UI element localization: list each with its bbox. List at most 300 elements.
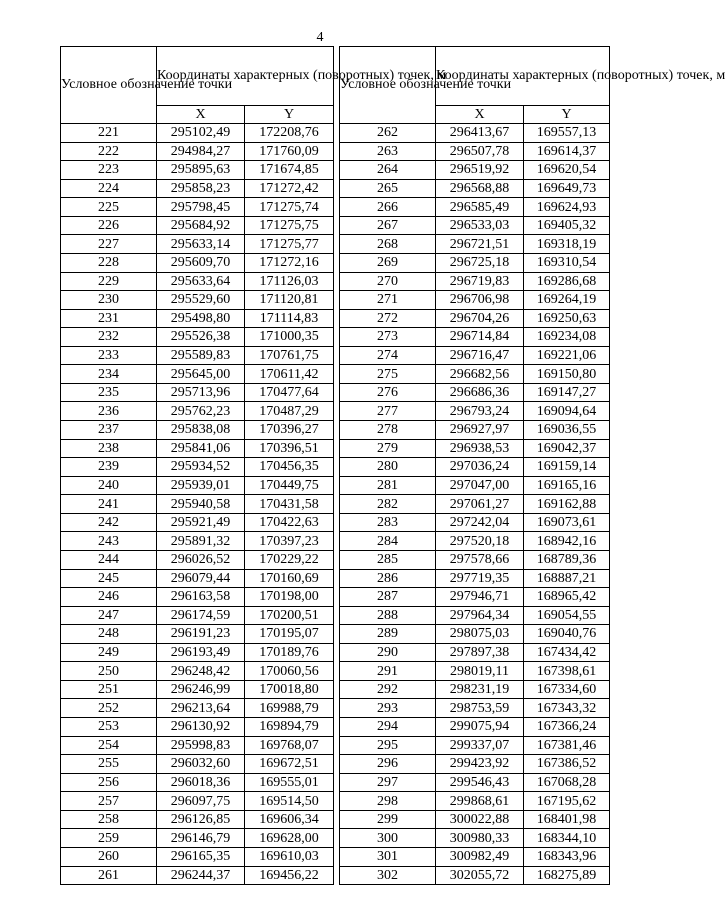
table-row: [61, 699, 334, 718]
point-id-cell: 274: [340, 346, 436, 365]
y-coordinate-cell: 169988,79: [245, 699, 334, 718]
x-coordinate-cell: 297047,00: [436, 476, 524, 495]
point-id-cell: 263: [340, 142, 436, 161]
point-id-cell: 276: [340, 383, 436, 402]
table-row: [61, 235, 334, 254]
x-coordinate-cell: 295684,92: [157, 216, 245, 235]
y-coordinate-cell: 170160,69: [245, 569, 334, 588]
y-coordinate-cell: 168401,98: [524, 810, 610, 829]
table-row: [61, 588, 334, 607]
table-row: [340, 421, 610, 440]
x-coordinate-cell: 296413,67: [436, 124, 524, 143]
x-coordinate-cell: 295934,52: [157, 458, 245, 477]
y-coordinate-cell: 167068,28: [524, 773, 610, 792]
point-id-cell: 226: [61, 216, 157, 235]
table-row: [340, 124, 610, 143]
point-id-cell: 224: [61, 179, 157, 198]
x-coordinate-cell: 296244,37: [157, 866, 245, 885]
x-coordinate-cell: 295713,96: [157, 383, 245, 402]
point-id-cell: 250: [61, 662, 157, 681]
table-row: [340, 847, 610, 866]
x-coordinate-cell: 297242,04: [436, 513, 524, 532]
point-id-cell: 232: [61, 328, 157, 347]
point-id-cell: 287: [340, 588, 436, 607]
point-id-cell: 300: [340, 829, 436, 848]
point-id-cell: 249: [61, 643, 157, 662]
x-coordinate-cell: 297061,27: [436, 495, 524, 514]
point-id-cell: 243: [61, 532, 157, 551]
x-coordinate-cell: 296193,49: [157, 643, 245, 662]
x-coordinate-cell: 295102,49: [157, 124, 245, 143]
point-id-cell: 299: [340, 810, 436, 829]
coordinates-table-right: [339, 46, 725, 885]
y-coordinate-cell: 171275,75: [245, 216, 334, 235]
y-coordinate-cell: 171126,03: [245, 272, 334, 291]
y-coordinate-cell: 169162,88: [524, 495, 610, 514]
table-row: [61, 142, 334, 161]
x-coordinate-cell: 297520,18: [436, 532, 524, 551]
table-row: [340, 439, 610, 458]
table-row: [340, 476, 610, 495]
point-id-cell: 239: [61, 458, 157, 477]
point-id-cell: 245: [61, 569, 157, 588]
point-id-cell: 292: [340, 680, 436, 699]
header-x: X: [436, 106, 524, 124]
table-row: [61, 736, 334, 755]
point-id-cell: 228: [61, 253, 157, 272]
y-coordinate-cell: 169628,00: [245, 829, 334, 848]
y-coordinate-cell: 170189,76: [245, 643, 334, 662]
table-row: [340, 458, 610, 477]
table-row: [61, 606, 334, 625]
x-coordinate-cell: 296018,36: [157, 773, 245, 792]
x-coordinate-cell: 296585,49: [436, 198, 524, 217]
y-coordinate-cell: 169310,54: [524, 253, 610, 272]
y-coordinate-cell: 170200,51: [245, 606, 334, 625]
point-id-cell: 272: [340, 309, 436, 328]
header-point-designation: Условное обозначение точки: [340, 47, 436, 124]
point-id-cell: 236: [61, 402, 157, 421]
y-coordinate-cell: 170431,58: [245, 495, 334, 514]
x-coordinate-cell: 296686,36: [436, 383, 524, 402]
x-coordinate-cell: 298075,03: [436, 625, 524, 644]
table-row: [61, 569, 334, 588]
table-row: [340, 198, 610, 217]
x-coordinate-cell: 296716,47: [436, 346, 524, 365]
point-id-cell: 221: [61, 124, 157, 143]
y-coordinate-cell: 170397,23: [245, 532, 334, 551]
y-coordinate-cell: 170396,27: [245, 421, 334, 440]
table-row: [340, 699, 610, 718]
table-row: [340, 550, 610, 569]
table-row: [61, 383, 334, 402]
x-coordinate-cell: 295589,83: [157, 346, 245, 365]
point-id-cell: 280: [340, 458, 436, 477]
point-id-cell: 260: [61, 847, 157, 866]
point-id-cell: 259: [61, 829, 157, 848]
y-coordinate-cell: 167398,61: [524, 662, 610, 681]
y-coordinate-cell: 171114,83: [245, 309, 334, 328]
x-coordinate-cell: 295838,08: [157, 421, 245, 440]
point-id-cell: 278: [340, 421, 436, 440]
x-coordinate-cell: 299423,92: [436, 755, 524, 774]
point-id-cell: 267: [340, 216, 436, 235]
x-coordinate-cell: 298753,59: [436, 699, 524, 718]
y-coordinate-cell: 171275,77: [245, 235, 334, 254]
x-coordinate-cell: 295940,58: [157, 495, 245, 514]
table-row: [61, 476, 334, 495]
x-coordinate-cell: 296682,56: [436, 365, 524, 384]
header-y: Y: [524, 106, 610, 124]
x-coordinate-cell: 296706,98: [436, 291, 524, 310]
x-coordinate-cell: 299868,61: [436, 792, 524, 811]
point-id-cell: 301: [340, 847, 436, 866]
y-coordinate-cell: 169094,64: [524, 402, 610, 421]
point-id-cell: 297: [340, 773, 436, 792]
table-row: [340, 792, 610, 811]
x-coordinate-cell: 297719,35: [436, 569, 524, 588]
y-coordinate-cell: 168965,42: [524, 588, 610, 607]
x-coordinate-cell: 295939,01: [157, 476, 245, 495]
y-coordinate-cell: 169624,93: [524, 198, 610, 217]
x-coordinate-cell: 296032,60: [157, 755, 245, 774]
header-coordinates: Координаты характерных (поворотных) точек, м: [436, 47, 610, 106]
x-coordinate-cell: 295645,00: [157, 365, 245, 384]
x-coordinate-cell: 296213,64: [157, 699, 245, 718]
table-row: [340, 161, 610, 180]
point-id-cell: 294: [340, 718, 436, 737]
point-id-cell: 265: [340, 179, 436, 198]
y-coordinate-cell: 169250,63: [524, 309, 610, 328]
y-coordinate-cell: 169150,80: [524, 365, 610, 384]
y-coordinate-cell: 168789,36: [524, 550, 610, 569]
point-id-cell: 290: [340, 643, 436, 662]
x-coordinate-cell: 295998,83: [157, 736, 245, 755]
y-coordinate-cell: 168887,21: [524, 569, 610, 588]
point-id-cell: 302: [340, 866, 436, 885]
x-coordinate-cell: 296725,18: [436, 253, 524, 272]
y-coordinate-cell: 169264,19: [524, 291, 610, 310]
table-row: [61, 291, 334, 310]
table-row: [340, 495, 610, 514]
table-row: [61, 792, 334, 811]
x-coordinate-cell: 296719,83: [436, 272, 524, 291]
y-coordinate-cell: 168344,10: [524, 829, 610, 848]
table-row: [61, 198, 334, 217]
table-row: [340, 662, 610, 681]
y-coordinate-cell: 171674,85: [245, 161, 334, 180]
y-coordinate-cell: 170761,75: [245, 346, 334, 365]
table-row: [61, 124, 334, 143]
x-coordinate-cell: 294984,27: [157, 142, 245, 161]
y-coordinate-cell: 169318,19: [524, 235, 610, 254]
table-row: [61, 680, 334, 699]
y-coordinate-cell: 171275,74: [245, 198, 334, 217]
table-row: [340, 829, 610, 848]
x-coordinate-cell: 296126,85: [157, 810, 245, 829]
table-row: [61, 773, 334, 792]
table-row: [61, 309, 334, 328]
table-row: [61, 272, 334, 291]
x-coordinate-cell: 296130,92: [157, 718, 245, 737]
x-coordinate-cell: 297578,66: [436, 550, 524, 569]
point-id-cell: 241: [61, 495, 157, 514]
table-row: [340, 773, 610, 792]
point-id-cell: 285: [340, 550, 436, 569]
point-id-cell: 291: [340, 662, 436, 681]
x-coordinate-cell: 300980,33: [436, 829, 524, 848]
x-coordinate-cell: 295498,80: [157, 309, 245, 328]
x-coordinate-cell: 295841,06: [157, 439, 245, 458]
table-row: [340, 142, 610, 161]
x-coordinate-cell: 296519,92: [436, 161, 524, 180]
point-id-cell: 237: [61, 421, 157, 440]
point-id-cell: 230: [61, 291, 157, 310]
x-coordinate-cell: 297964,34: [436, 606, 524, 625]
point-id-cell: 293: [340, 699, 436, 718]
table-body-left: [61, 124, 334, 885]
y-coordinate-cell: 170060,56: [245, 662, 334, 681]
table-row: [61, 161, 334, 180]
x-coordinate-cell: 300982,49: [436, 847, 524, 866]
point-id-cell: 229: [61, 272, 157, 291]
x-coordinate-cell: 295798,45: [157, 198, 245, 217]
point-id-cell: 266: [340, 198, 436, 217]
table-row: [340, 365, 610, 384]
table-row: [61, 829, 334, 848]
y-coordinate-cell: 169147,27: [524, 383, 610, 402]
point-id-cell: 234: [61, 365, 157, 384]
y-coordinate-cell: 169221,06: [524, 346, 610, 365]
table-row: [340, 383, 610, 402]
y-coordinate-cell: 167434,42: [524, 643, 610, 662]
point-id-cell: 238: [61, 439, 157, 458]
page-number: 4: [316, 30, 324, 45]
table-row: [340, 328, 610, 347]
x-coordinate-cell: 296714,84: [436, 328, 524, 347]
y-coordinate-cell: 169557,13: [524, 124, 610, 143]
table-row: [61, 458, 334, 477]
table-row: [340, 866, 610, 885]
x-coordinate-cell: 296248,42: [157, 662, 245, 681]
point-id-cell: 258: [61, 810, 157, 829]
x-coordinate-cell: 295891,32: [157, 532, 245, 551]
y-coordinate-cell: 169894,79: [245, 718, 334, 737]
table-row: [340, 810, 610, 829]
y-coordinate-cell: 169514,50: [245, 792, 334, 811]
y-coordinate-cell: 171000,35: [245, 328, 334, 347]
y-coordinate-cell: 169040,76: [524, 625, 610, 644]
x-coordinate-cell: 296721,51: [436, 235, 524, 254]
y-coordinate-cell: 170456,35: [245, 458, 334, 477]
point-id-cell: 295: [340, 736, 436, 755]
point-id-cell: 296: [340, 755, 436, 774]
x-coordinate-cell: 295762,23: [157, 402, 245, 421]
point-id-cell: 277: [340, 402, 436, 421]
y-coordinate-cell: 167195,62: [524, 792, 610, 811]
y-coordinate-cell: 170449,75: [245, 476, 334, 495]
y-coordinate-cell: 169614,37: [524, 142, 610, 161]
x-coordinate-cell: 296146,79: [157, 829, 245, 848]
point-id-cell: 253: [61, 718, 157, 737]
point-id-cell: 231: [61, 309, 157, 328]
y-coordinate-cell: 170611,42: [245, 365, 334, 384]
header-y: Y: [245, 106, 334, 124]
point-id-cell: 270: [340, 272, 436, 291]
y-coordinate-cell: 167343,32: [524, 699, 610, 718]
point-id-cell: 242: [61, 513, 157, 532]
y-coordinate-cell: 171760,09: [245, 142, 334, 161]
table-row: [340, 272, 610, 291]
point-id-cell: 251: [61, 680, 157, 699]
header-x: X: [157, 106, 245, 124]
point-id-cell: 271: [340, 291, 436, 310]
point-id-cell: 269: [340, 253, 436, 272]
x-coordinate-cell: 297897,38: [436, 643, 524, 662]
y-coordinate-cell: 169405,32: [524, 216, 610, 235]
point-id-cell: 233: [61, 346, 157, 365]
table-row: [61, 179, 334, 198]
header-coordinates: Координаты характерных (поворотных) точек, м: [157, 47, 334, 106]
table-row: [61, 513, 334, 532]
y-coordinate-cell: 170018,80: [245, 680, 334, 699]
y-coordinate-cell: 169073,61: [524, 513, 610, 532]
y-coordinate-cell: 169555,01: [245, 773, 334, 792]
x-coordinate-cell: 297946,71: [436, 588, 524, 607]
point-id-cell: 247: [61, 606, 157, 625]
point-id-cell: 286: [340, 569, 436, 588]
point-id-cell: 261: [61, 866, 157, 885]
point-id-cell: 222: [61, 142, 157, 161]
table-row: [340, 216, 610, 235]
point-id-cell: 284: [340, 532, 436, 551]
table-row: [61, 421, 334, 440]
table-row: [340, 235, 610, 254]
y-coordinate-cell: 169234,08: [524, 328, 610, 347]
x-coordinate-cell: 296163,58: [157, 588, 245, 607]
y-coordinate-cell: 169610,03: [245, 847, 334, 866]
x-coordinate-cell: 298231,19: [436, 680, 524, 699]
y-coordinate-cell: 169672,51: [245, 755, 334, 774]
table-body-right: [340, 124, 610, 885]
x-coordinate-cell: 295921,49: [157, 513, 245, 532]
point-id-cell: 264: [340, 161, 436, 180]
point-id-cell: 244: [61, 550, 157, 569]
table-row: [340, 569, 610, 588]
x-coordinate-cell: 296793,24: [436, 402, 524, 421]
point-id-cell: 225: [61, 198, 157, 217]
table-row: [340, 532, 610, 551]
x-coordinate-cell: 296533,03: [436, 216, 524, 235]
table-row: [340, 643, 610, 662]
x-coordinate-cell: 296704,26: [436, 309, 524, 328]
table-row: [340, 513, 610, 532]
x-coordinate-cell: 295895,63: [157, 161, 245, 180]
point-id-cell: 289: [340, 625, 436, 644]
y-coordinate-cell: 168275,89: [524, 866, 610, 885]
y-coordinate-cell: 171272,16: [245, 253, 334, 272]
table-row: [61, 643, 334, 662]
x-coordinate-cell: 296246,99: [157, 680, 245, 699]
point-id-cell: 298: [340, 792, 436, 811]
table-row: [340, 179, 610, 198]
y-coordinate-cell: 169456,22: [245, 866, 334, 885]
table-row: [340, 736, 610, 755]
x-coordinate-cell: 296927,97: [436, 421, 524, 440]
y-coordinate-cell: 169054,55: [524, 606, 610, 625]
x-coordinate-cell: 295609,70: [157, 253, 245, 272]
x-coordinate-cell: 302055,72: [436, 866, 524, 885]
header-point-designation: Условное обозначение точки: [61, 47, 157, 124]
y-coordinate-cell: 168942,16: [524, 532, 610, 551]
table-row: [61, 439, 334, 458]
y-coordinate-cell: 169768,07: [245, 736, 334, 755]
y-coordinate-cell: 169649,73: [524, 179, 610, 198]
y-coordinate-cell: 167381,46: [524, 736, 610, 755]
x-coordinate-cell: 299546,43: [436, 773, 524, 792]
y-coordinate-cell: 172208,76: [245, 124, 334, 143]
y-coordinate-cell: 169286,68: [524, 272, 610, 291]
x-coordinate-cell: 296165,35: [157, 847, 245, 866]
table-row: [61, 216, 334, 235]
table-row: [61, 662, 334, 681]
point-id-cell: 246: [61, 588, 157, 607]
y-coordinate-cell: 169620,54: [524, 161, 610, 180]
y-coordinate-cell: 170229,22: [245, 550, 334, 569]
table-row: [61, 253, 334, 272]
table-row: [61, 365, 334, 384]
table-row: [61, 866, 334, 885]
y-coordinate-cell: 167386,52: [524, 755, 610, 774]
y-coordinate-cell: 170487,29: [245, 402, 334, 421]
x-coordinate-cell: 296507,78: [436, 142, 524, 161]
table-row: [61, 346, 334, 365]
y-coordinate-cell: 171120,81: [245, 291, 334, 310]
table-row: [61, 847, 334, 866]
point-id-cell: 227: [61, 235, 157, 254]
x-coordinate-cell: 296079,44: [157, 569, 245, 588]
point-id-cell: 235: [61, 383, 157, 402]
y-coordinate-cell: 167366,24: [524, 718, 610, 737]
x-coordinate-cell: 296938,53: [436, 439, 524, 458]
x-coordinate-cell: 295529,60: [157, 291, 245, 310]
x-coordinate-cell: 300022,88: [436, 810, 524, 829]
point-id-cell: 257: [61, 792, 157, 811]
point-id-cell: 255: [61, 755, 157, 774]
y-coordinate-cell: 169036,55: [524, 421, 610, 440]
y-coordinate-cell: 169159,14: [524, 458, 610, 477]
point-id-cell: 283: [340, 513, 436, 532]
x-coordinate-cell: 296097,75: [157, 792, 245, 811]
x-coordinate-cell: 295633,14: [157, 235, 245, 254]
x-coordinate-cell: 296568,88: [436, 179, 524, 198]
table-row: [61, 755, 334, 774]
table-row: [61, 495, 334, 514]
table-row: [340, 402, 610, 421]
y-coordinate-cell: 169165,16: [524, 476, 610, 495]
x-coordinate-cell: 296026,52: [157, 550, 245, 569]
point-id-cell: 248: [61, 625, 157, 644]
table-row: [340, 718, 610, 737]
point-id-cell: 282: [340, 495, 436, 514]
table-row: [340, 625, 610, 644]
table-row: [61, 718, 334, 737]
x-coordinate-cell: 295526,38: [157, 328, 245, 347]
x-coordinate-cell: 299337,07: [436, 736, 524, 755]
point-id-cell: 275: [340, 365, 436, 384]
table-row: [61, 625, 334, 644]
y-coordinate-cell: 170396,51: [245, 439, 334, 458]
